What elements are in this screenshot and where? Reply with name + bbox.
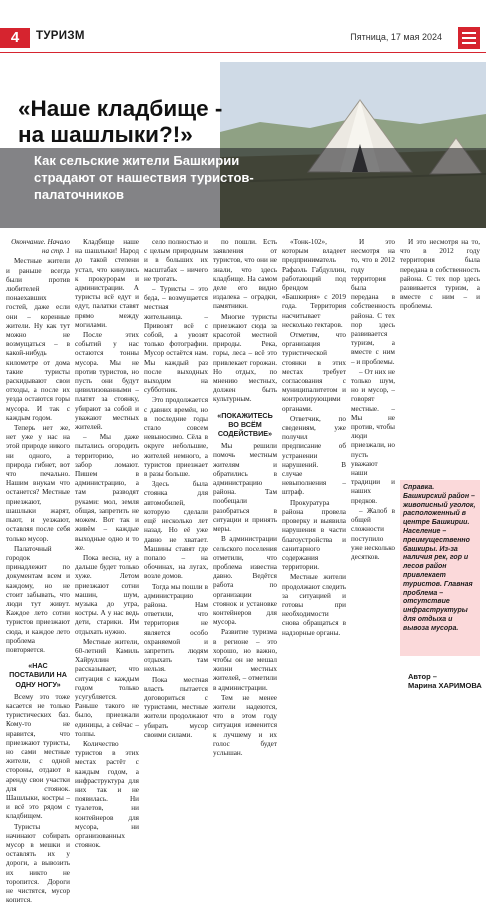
paragraph: Многие туристы приезжают сюда за красотой местной природы. Река, горы, леса – всё это привлекает горожан. Но отдых, по мнению местных, должен быть культурным. [213, 312, 277, 404]
headline-line-1: «Наше кладбище - [18, 96, 223, 121]
subheading: «НАС ПОСТАВИЛИ НА ОДНУ НОГУ» [9, 661, 67, 689]
headline-line-2: на шашлыки?!» [18, 122, 193, 147]
continuation-note: Окончание. Начало на стр. 1 [11, 238, 70, 256]
page-header [0, 0, 486, 46]
publication-date: Пятница, 17 мая 2024 [350, 32, 442, 42]
author-name: Марина ХАРИМОВА [408, 681, 482, 690]
section-title: ТУРИЗМ [36, 30, 85, 42]
paragraph: Местные жители продолжают следить за ситуацией и готовы при необходимости снова обращаться в надзорные органы. [282, 573, 346, 637]
paragraph: Отметим, что организация туристической стоянки в этих местах требует согласования с муниципалитетом и контролирующими органами. [282, 331, 346, 413]
paragraph: После этих событий у нас остаются тонны мусора. Мы не против туристов, но пусть они будут цивилизованными – платят за стоянку, убирают за собой и уважают местных жителей. [75, 331, 139, 432]
paragraph: Развитие туризма в регионе – это хорошо, но важно, чтобы он не мешал жизни местных жителей, – отметили в администрации. [213, 628, 277, 692]
paragraph: – От них не только шум, но и мусор, – говорят местные. – Мы не против, чтобы люди приезжали, но пусть уважают наши традиции и наших предков. [351, 367, 395, 505]
article-headline [18, 96, 318, 148]
paragraph: Пока местная власть пытается договориться с туристами, местные жители продолжают убирать мусор своими силами. [144, 675, 208, 739]
paragraph: Теперь нет же, нет уже у нас на этой природе никого ни одного, а природа гибнет, вот что печально. Нашим внукам что останется? Местные приезжают, шашлыки жарят, пьют, и уезжают, оставляя после себя только мусор. [6, 424, 70, 543]
paragraph: Туристы начинают собирать мусор в мешки и оставлять их у дороги, а вывозить их никто не торопится. Дороги не чистятся, мусор копится. [6, 822, 70, 905]
text-column-6 [351, 238, 395, 700]
author-label: Автор – [408, 672, 437, 681]
page-number: 4 [0, 28, 30, 48]
paragraph: село полностью и с целым природным и в больших их масштабах – ничего не трогать. [144, 238, 208, 283]
paragraph: Местные жители, 60-летний Камиль Хайруллин рассказывает, что ситуация с каждым годом только усугубляется. Раньше такого не было, приезжали единицы, а сейчас – толпы. [75, 637, 139, 738]
paragraph: – Туристы – это беда, – возмущается местная жительница. – Привозят всё с собой, а увозят только фотографии. Мусор остаётся нам. Мы каждый раз после выходных выходим на субботник. [144, 285, 208, 395]
paragraph: И это несмотря на то, что в 2012 году территория была передана в собственность района. С тех пор здесь развивается туризм, а вместе с ним – и проблемы. [351, 238, 396, 366]
paragraph: Количество туристов в этих местах растёт с каждым годом, а инфраструктура для них так и не появилась. Ни туалетов, ни контейнеров для мусора, ни организованных стоянок. [75, 739, 139, 850]
paragraph: В администрации сельского поселения отметили, что проблема известна давно. Ведётся работа по организации стоянок и установке контейнеров для мусора. [213, 535, 277, 627]
paragraph: Кладбище наше на шашлыки! Народ до такой степени устал, что кинулись к прокурорам и администрации. А туристы всё едут и едут, палатки ставят прямо между могилами. [75, 238, 139, 329]
subheading: «ПОКАЖИТЕСЬ ВО ВСЁМ СОДЕЙСТВИЕ» [217, 410, 273, 439]
paragraph: Прокуратура района провела проверку и выявила нарушения в части благоустройства и санитарного содержания территории. [282, 498, 346, 572]
text-column-2 [75, 238, 139, 850]
paragraph: Здесь была стоянка для автомобилей, которую сделали ещё несколько лет назад. Но её уже давно не хватает. Машины ставят где попало – на обочинах, на лугах, возле домов. [144, 480, 208, 581]
text-column-1 [6, 238, 70, 905]
newspaper-logo-icon [458, 27, 480, 49]
paragraph: Пока весна, ну а дальше будет только хуже. Летом приезжают сотни машин, шум, музыка до утра, костры. А у нас ведь дети, старики. Им отдыхать нужно. [75, 553, 139, 636]
text-column-4 [213, 238, 277, 757]
info-sidebar: Справка. Башкирский район – живописный уголок, расположенный в центре Башкирии. Население – преимущественно башкиры. Из-за наличия рек, гор и лесов район привлекает туристов. Главная проблема – отсутствие инфраструктуры для отдыха и вывоза мусора. [400, 480, 480, 656]
paragraph: Мы решили помочь местным жителям и обратились в администрацию района. Там пообещали разобраться в ситуации и принять меры. [213, 442, 277, 534]
paragraph: – Мы даже пытались огородить территорию, но забор ломают. Пишем в администрацию, а там разводят руками: мол, земля общая, запретить не можем. Вот так и живём – каждые выходные одно и то же. [75, 433, 139, 552]
paragraph: «Тонк-102», которым владеет предприниматель Рафаэль Габдуллин, работающий под брендом «Башкирия» с 2019 года. Территория насчитывает несколько гектаров. [282, 238, 346, 329]
paragraph: Ответчик, по сведениям, уже получил предписание об устранении нарушений. В случае невыполнения – штраф. [282, 414, 346, 497]
text-column-7 [400, 238, 480, 474]
article-subheadline: Как сельские жители Башкирии страдают от нашествия туристов-палаточников [34, 153, 254, 202]
paragraph: Тем не менее жители надеются, что в этом году ситуация изменится к лучшему и их голос будет услышан. [213, 693, 277, 757]
paragraph: Всему это тоже касается не только туристических баз. Кому-то не нравится, что приезжают туристы, но сами местные жители, с одной стороны, отдают в аренду свои участки для стоянок. Шашлыки, костры – и всё это рядом с кладбищем. [6, 692, 70, 821]
paragraph: Тогда мы пошли в администрацию района. Нам ответили, что территория не является особо охраняемой и запретить людям отдыхать там нельзя. [144, 582, 208, 674]
text-column-3 [144, 238, 208, 739]
paragraph: Палаточный городок принадлежит по документам всем и каждому, но не стоит забывать, что люди тут живут. Каждое лето сотни туристов приезжают сюда, и каждое лето проблема повторяется. [6, 544, 70, 654]
text-column-5 [282, 238, 346, 700]
paragraph: – Жалоб в общей сложности поступило уже несколько десятков. [351, 506, 395, 561]
author-credit [408, 672, 482, 690]
paragraph: И это несмотря на то, что в 2012 году территория была передана в собственность района. С тех пор здесь развивается туризм, а вместе с ним – и проблемы. [400, 238, 480, 311]
paragraph: по пошли. Есть заявления от туристов, что они не знали, что здесь кладбище. На самом деле его видно издалека – оградки, памятники. [213, 238, 277, 311]
paragraph: Это продолжается с давних времён, но в последние годы стало совсем невыносимо. Сёла в округе небольшие, жителей немного, а туристов приезжает в разы больше. [144, 396, 208, 479]
paragraph: Местные жители и раньше всегда были против любителей понаехавших гостей, даже если они – коренные жители. Ну как тут можно не возмущаться – в какой-нибудь километре от дома такие туристы раскидывают свои отходы, а после их уезда остаются горы мусора. И так с каждым годом. [6, 257, 70, 422]
header-rule [0, 52, 486, 53]
